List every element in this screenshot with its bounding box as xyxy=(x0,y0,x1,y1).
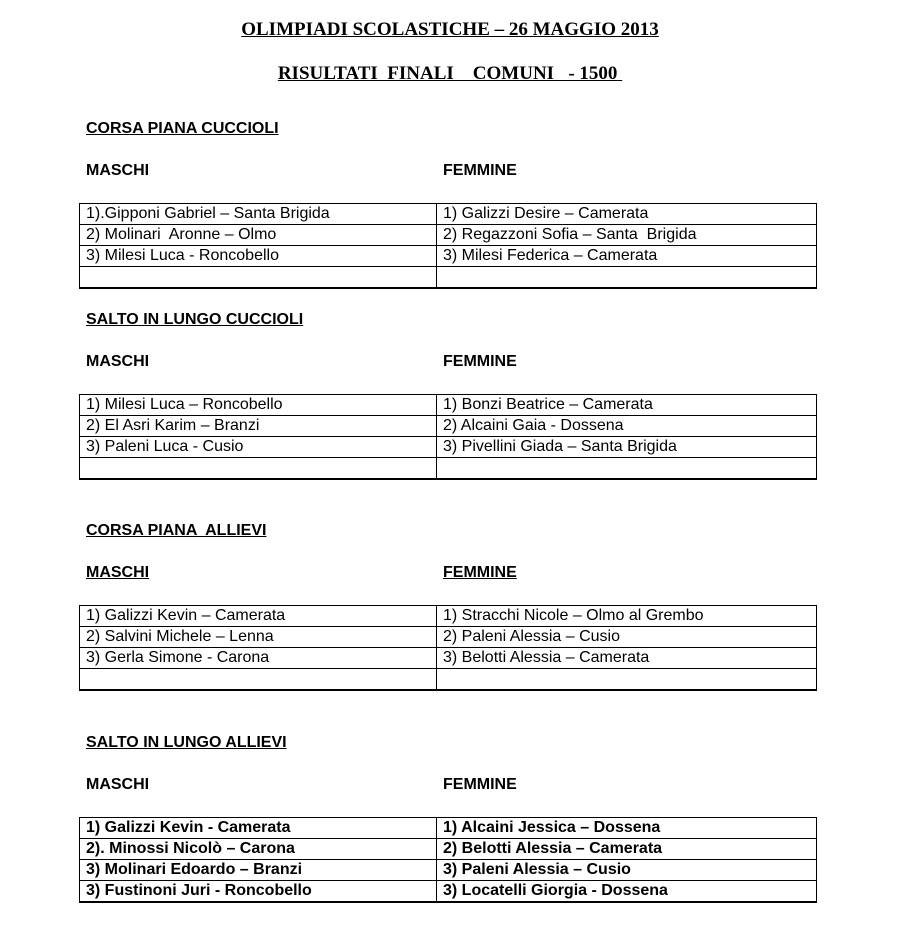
table-row xyxy=(80,881,817,903)
results-table xyxy=(79,605,817,691)
table-row xyxy=(80,204,817,225)
table-row xyxy=(80,416,817,437)
female-result-cell: 3) Pivellini Giada – Santa Brigida xyxy=(437,437,817,458)
document-title: OLIMPIADI SCOLASTICHE – 26 MAGGIO 2013 xyxy=(241,19,659,40)
female-result-cell: 1) Alcaini Jessica – Dossena xyxy=(437,818,817,839)
male-result-cell: 1).Gipponi Gabriel – Santa Brigida xyxy=(80,204,437,225)
male-result-cell: 3) Fustinoni Juri - Roncobello xyxy=(80,881,437,903)
female-result-cell xyxy=(437,669,817,691)
male-result-cell xyxy=(80,458,437,480)
female-result-cell: 2) Belotti Alessia – Camerata xyxy=(437,839,817,860)
male-label: MASCHI xyxy=(86,353,150,370)
male-label: MASCHI xyxy=(86,564,150,581)
table-row xyxy=(80,669,817,691)
female-label: FEMMINE xyxy=(443,162,517,179)
section-title: SALTO IN LUNGO ALLIEVI xyxy=(86,734,287,751)
results-table xyxy=(79,203,817,289)
female-result-cell: 3) Paleni Alessia – Cusio xyxy=(437,860,817,881)
female-result-cell: 2) Paleni Alessia – Cusio xyxy=(437,627,817,648)
table-row xyxy=(80,395,817,416)
male-result-cell: 1) Galizzi Kevin – Camerata xyxy=(80,606,437,627)
female-label: FEMMINE xyxy=(443,776,517,793)
male-result-cell: 2) Molinari Aronne – Olmo xyxy=(80,225,437,246)
female-result-cell: 3) Belotti Alessia – Camerata xyxy=(437,648,817,669)
male-result-cell: 2) El Asri Karim – Branzi xyxy=(80,416,437,437)
female-label: FEMMINE xyxy=(443,564,517,581)
table-row xyxy=(80,606,817,627)
male-result-cell xyxy=(80,267,437,289)
section-title: CORSA PIANA CUCCIOLI xyxy=(86,120,279,137)
female-result-cell: 1) Stracchi Nicole – Olmo al Grembo xyxy=(437,606,817,627)
male-result-cell: 2). Minossi Nicolò – Carona xyxy=(80,839,437,860)
table-row xyxy=(80,458,817,480)
male-label: MASCHI xyxy=(86,776,150,793)
table-row xyxy=(80,818,817,839)
male-result-cell: 3) Milesi Luca - Roncobello xyxy=(80,246,437,267)
table-row xyxy=(80,648,817,669)
male-result-cell: 3) Paleni Luca - Cusio xyxy=(80,437,437,458)
female-result-cell: 3) Locatelli Giorgia - Dossena xyxy=(437,881,817,903)
male-result-cell: 2) Salvini Michele – Lenna xyxy=(80,627,437,648)
table-row xyxy=(80,225,817,246)
male-result-cell: 1) Milesi Luca – Roncobello xyxy=(80,395,437,416)
table-row xyxy=(80,860,817,881)
section-title: SALTO IN LUNGO CUCCIOLI xyxy=(86,311,304,328)
female-result-cell xyxy=(437,458,817,480)
male-result-cell: 1) Galizzi Kevin - Camerata xyxy=(80,818,437,839)
female-result-cell: 2) Alcaini Gaia - Dossena xyxy=(437,416,817,437)
table-row xyxy=(80,627,817,648)
male-label: MASCHI xyxy=(86,162,150,179)
table-row xyxy=(80,246,817,267)
section-title: CORSA PIANA ALLIEVI xyxy=(86,522,267,539)
female-result-cell: 1) Galizzi Desire – Camerata xyxy=(437,204,817,225)
female-label: FEMMINE xyxy=(443,353,517,370)
table-row xyxy=(80,839,817,860)
male-result-cell: 3) Gerla Simone - Carona xyxy=(80,648,437,669)
male-result-cell: 3) Molinari Edoardo – Branzi xyxy=(80,860,437,881)
document-subtitle: RISULTATI FINALI COMUNI - 1500 xyxy=(277,63,623,84)
table-row xyxy=(80,267,817,289)
female-result-cell: 1) Bonzi Beatrice – Camerata xyxy=(437,395,817,416)
results-table xyxy=(79,817,817,903)
male-result-cell xyxy=(80,669,437,691)
results-table xyxy=(79,394,817,480)
female-result-cell: 3) Milesi Federica – Camerata xyxy=(437,246,817,267)
table-row xyxy=(80,437,817,458)
female-result-cell: 2) Regazzoni Sofia – Santa Brigida xyxy=(437,225,817,246)
female-result-cell xyxy=(437,267,817,289)
